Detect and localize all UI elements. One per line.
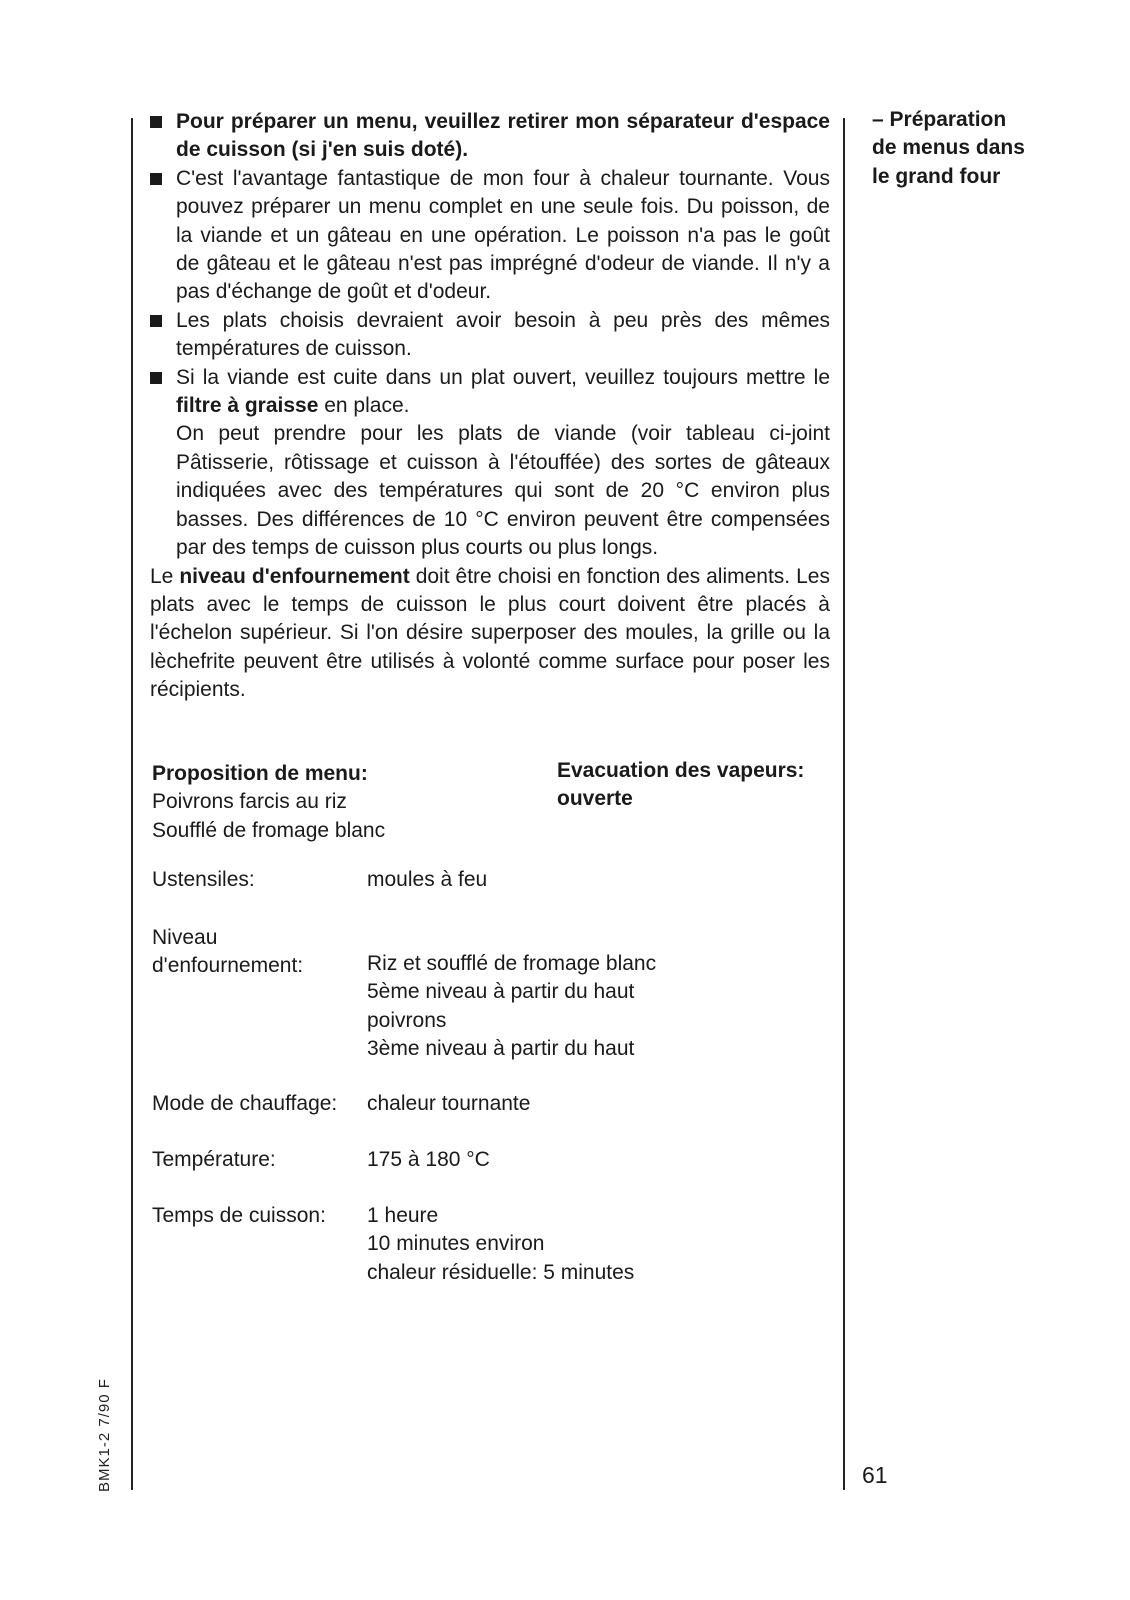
bullet-bold-text: Pour préparer un menu, veuillez retirer mon séparateur d'espace de cuisson (si j'en suis doté). (176, 110, 830, 162)
vapeur-heading: Evacuation des vapeurs: (557, 759, 805, 782)
menu-item: Soufflé de fromage blanc (152, 818, 386, 842)
paragraph: Le niveau d'enfournement doit être choisi en fonction des aliments. Les plats avec le temps de cuisson le plus court doivent être placés à l'échelon supérieur. Si l'on désire superposer des moules, la grille ou la lèchefrite peuvent être utilisés à volonté comme surface pour poser les récipients. (150, 564, 830, 702)
menu-item: Poivrons farcis au riz (152, 790, 347, 814)
bullet-square-icon (150, 372, 162, 384)
bullet-text: en place. (318, 394, 410, 418)
main-text (150, 108, 830, 705)
bullet-item (150, 108, 830, 165)
document-reference: BMK1-2 7/90 F (96, 1378, 113, 1492)
bullet-square-icon (150, 315, 162, 327)
level-term: niveau d'enfournement (179, 564, 410, 588)
bullet-item (150, 165, 830, 307)
bullet-text: C'est l'avantage fantastique de mon four à chaleur tournante. Vous pouvez préparer un menu complet en une seule fois. Du poisson, de la viande et un gâteau en une opération. Le poisson n'a pas le goût de gâteau et le gâteau n'est pas imprégné d'odeur de viande. Il n'y a pas d'échange de goût et d'odeur. (176, 166, 830, 304)
bullet-square-icon (150, 116, 162, 128)
bullet-item (150, 364, 830, 421)
vapeur-value: ouverte (557, 787, 633, 811)
bullet-text: Les plats choisis devraient avoir besoin à peu près des mêmes températures de cuisson. (176, 308, 830, 361)
bullet-continuation: On peut prendre pour les plats de viande (voir tableau ci-joint Pâtisserie, rôtissage et cuisson à l'étouffée) des sortes de gâteaux indiquées avec des températures qui sont de 20 °C environ plus basses. Des différences de 10 °C environ peuvent être compensées par des temps de cuisson plus courts ou plus longs. (176, 422, 830, 560)
filter-term: filtre à graisse (176, 394, 319, 418)
bullet-text: Si la viande est cuite dans un plat ouvert, veuillez toujours mettre le (176, 365, 830, 389)
bullet-square-icon (150, 173, 162, 185)
page-number: 61 (862, 1462, 888, 1488)
menu-heading: Proposition de menu: (152, 762, 368, 785)
left-margin-rule (131, 118, 133, 1490)
bullet-item (150, 307, 830, 364)
side-heading: – Préparation de menus dans le grand four (872, 108, 1025, 188)
